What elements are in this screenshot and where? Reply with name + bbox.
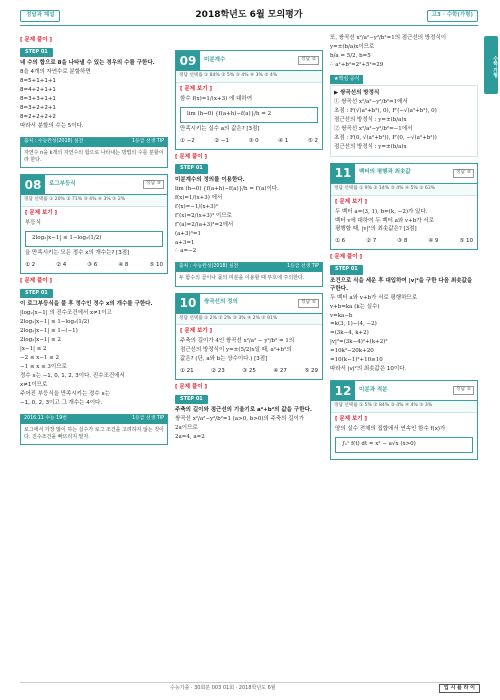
solution-line: f(x)=1/(x+3) 에서 [175, 194, 223, 201]
step-badge: STEP 01 [20, 48, 53, 57]
question-text: 만족시키는 실수 a의 값은? [3점] [180, 125, 260, 132]
solution-line: =10k²−20k+20 [330, 348, 374, 355]
question-text: 을 만족시키는 모든 정수 x의 개수는? [3점] [25, 249, 130, 256]
question-number: 12 [331, 381, 355, 401]
answer-badge: 정답 ⑤ [298, 299, 319, 308]
tip-box [20, 414, 168, 445]
choice-3: ③ 6 [87, 261, 98, 268]
question-10 [175, 293, 323, 381]
question-text: 주축의 길이가 4인 쌍곡선 x²/a² − y²/b² = 1의 [180, 338, 295, 345]
question-text: 값은? (단, a와 b는 상수이다.) [3점] [180, 356, 268, 363]
choice-4: ④ 9 [428, 238, 439, 245]
question-view-label: [ 문제 보기 ] [25, 210, 58, 217]
solution-label: [ 문제 풀이 ] [20, 277, 53, 284]
solution-line: a+3=1 [175, 239, 195, 246]
answer-stats: 정답 선택률 ① 9% ② 14% ③ 4% ④ 5% ⑤ 63% [331, 184, 477, 196]
text-line: 8을 4개의 자연수로 분할하면 [20, 69, 91, 76]
choice-4: ④ 27 [273, 368, 287, 375]
step-badge: STEP 01 [175, 164, 208, 173]
solution-label: [ 문제 풀이 ] [330, 254, 363, 261]
solution-line: y=±(b/a)x이므로 [330, 43, 375, 50]
choices [25, 262, 163, 270]
step-badge: STEP 01 [20, 289, 53, 298]
solution-line: f′(x)=−1/(x+3)² [175, 203, 218, 210]
page-footer [20, 682, 480, 694]
solution-line: =10(k−1)²+10≥10 [330, 357, 383, 364]
solution-line: 주어진 부등식을 만족시키는 정수 x는 [20, 390, 110, 397]
brand-logo: 입 시 플 라 이 [439, 684, 480, 693]
solution-line: 쌍곡선 x²/a²−y²/b²=1 (a>0, b>0)의 주축의 길이가 [175, 416, 305, 423]
core-formula-label: ★핵심 공식 [330, 75, 363, 84]
solution-line: b/a = 5/2, b=5 [330, 52, 371, 59]
question-11 [330, 163, 478, 251]
solution-line: =(3k−4, k+2) [330, 330, 369, 337]
solution-line: −1, 0, 2, 3이고 그 개수는 4이다. [20, 399, 103, 406]
column-2 [175, 34, 323, 443]
answer-tag: 정답과 해설 [20, 10, 60, 22]
core-line: 점근선의 방정식 : y=±(b/a)x [334, 143, 407, 150]
tip-label: 1등급 선생 TIP [287, 264, 319, 270]
answer-stats: 정답 선택률 ① 20% ② 71% ③ 4% ④ 3% ⑤ 2% [21, 195, 167, 207]
solution-line: ∴ a²+b²=2²+5²=29 [330, 61, 384, 68]
question-12 [330, 380, 478, 460]
solution-line: 2a=4, a=2 [175, 434, 205, 441]
tip-body: 자연수 n을 k개의 자연수의 합으로 나타내는 방법의 수를 분할이라 한다. [24, 149, 164, 164]
question-text: 함수 f(x)=1/(x+3) 에 대하여 [180, 95, 253, 102]
solution-line: 두 벡터 a와 v+b가 서로 평행하므로 [330, 294, 418, 301]
question-view-label: [ 문제 보기 ] [180, 328, 213, 335]
limit-box: lim (h→0) {f(a+h)−f(a)}/h = 2 [180, 107, 318, 123]
solution-line: 2log₂|x−1| ≤ 2 [20, 337, 61, 344]
question-number: 11 [331, 163, 355, 183]
step-badge: STEP 01 [330, 265, 363, 274]
choice-5: ⑤ 10 [149, 261, 163, 268]
tip-source: 출처 : 수능완성(2018) 실전 [179, 264, 239, 270]
question-text: 벡터 v에 대하여 두 벡터 a와 v+b가 서로 [335, 217, 434, 224]
solution-line: ∴ a=−2 [175, 248, 197, 255]
solution-label: [ 문제 풀이 ] [175, 153, 208, 160]
question-08 [20, 174, 168, 274]
solution-line: lim (h→0) {f(a+h)−f(a)}/h = f′(a)이다. [175, 185, 279, 192]
question-view-label: [ 문제 보기 ] [180, 85, 213, 92]
solution-line: 정수 x는 −1, 0, 1, 2, 3이다. 진수조건에서 [20, 372, 125, 379]
choice-4: ④ 1 [278, 137, 289, 144]
question-title: 미분과 적분 [359, 386, 388, 393]
tip-source: 2016.11 수능 19번 [24, 415, 67, 421]
answer-badge: 정답 ② [298, 56, 319, 65]
choice-3: ③ 0 [248, 137, 259, 144]
choice-1: ① 6 [335, 238, 346, 245]
choice-5: ⑤ 29 [304, 368, 318, 375]
question-text: 두 벡터 a=(3, 1), b=(k, −2)가 있다. [335, 208, 428, 215]
tip-source: 출처 : 수능완성(2018) 실전 [24, 138, 84, 144]
solution-line: −2 ≤ x−1 ≤ 2 [20, 354, 60, 361]
answer-badge: 정답 ③ [143, 180, 164, 189]
solution-line: |x−1| ≤ 2 [20, 345, 47, 352]
step-desc: 이 로그부등식을 풀 후 정수인 정수 x의 개수를 구한다. [20, 301, 153, 308]
question-title: 쌍곡선의 정의 [204, 299, 238, 306]
solution-label: [ 문제 풀이 ] [20, 37, 53, 43]
tip-body: 두 함수의 곱이나 몫의 미분을 이용할 때 부호에 주의한다. [179, 275, 305, 282]
solution-line: (a+3)³=1 [175, 230, 201, 237]
question-title: 벡터의 평행과 최솟값 [359, 169, 411, 176]
solution-label: [ 문제 풀이 ] [175, 384, 208, 391]
question-view-label: [ 문제 보기 ] [335, 415, 368, 422]
choice-5: ⑤ 2 [307, 137, 318, 144]
step-desc: 조건으로 식을 세운 후 대입하여 |v|²을 구한 다음 최솟값을 구한다. [330, 277, 473, 292]
choice-1: ① −2 [180, 137, 195, 144]
solution-line: 2log₂|x−1| ≤ 1−log₂(1/2) [20, 319, 90, 326]
core-line: 초점 : F(0, √(a²+b²)), F′(0, −√(a²+b²)) [334, 134, 437, 141]
answer-stats: 정답 선택률 ① 2% ② 2% ③ 3% ④ 2% ⑤ 91% [176, 314, 322, 326]
integral-box: ∫₁ˣ f(t) dt = x² − a√x (x>0) [335, 437, 473, 453]
core-formula-box [330, 85, 478, 157]
choice-2: ② 23 [211, 368, 225, 375]
column-3 [330, 34, 478, 464]
step-badge: STEP 01 [175, 395, 208, 404]
partition: 8=5+1+1+1 [20, 78, 56, 85]
solution-line: v=ka−b [330, 312, 353, 319]
question-text: 부등식 [25, 220, 41, 227]
step-desc: 미분계수의 정의를 이용한다. [175, 176, 245, 183]
solution-line: x≠1이므로 [20, 381, 48, 388]
result-line: 따라서 분할의 수는 5이다. [20, 123, 84, 129]
tip-body: 로그에서 가장 많이 하는 실수가 로그 조건을 고려하지 않는 것이다. 진수조건을 빠뜨리지 말자. [24, 426, 164, 440]
choice-3: ③ 8 [397, 238, 408, 245]
choices [335, 238, 473, 246]
core-line: ① 쌍곡선 x²/a²−y²/b²=1에서 [334, 99, 408, 106]
page-header [20, 8, 478, 26]
choices [180, 138, 318, 146]
subject-tag: 고3 · 수학(가형) [427, 10, 478, 22]
answer-badge: 정답 ② [453, 386, 474, 395]
inequality-box: 2log₂|x−1| ≤ 1−log₂(1/2) [25, 231, 163, 247]
choice-5: ⑤ 10 [459, 238, 473, 245]
question-number: 10 [176, 293, 200, 313]
solution-line: 또, 쌍곡선 x²/a²−y²/b²=1의 점근선의 방정식이 [330, 35, 447, 41]
column-1 [20, 34, 168, 451]
question-title: 로그부등식 [49, 180, 76, 187]
choice-2: ② −1 [214, 137, 230, 144]
solution-line: v+b=ka (k는 실수) [330, 303, 380, 310]
core-line: ▶ 쌍곡선의 방정식 [334, 90, 380, 97]
choice-1: ① 2 [25, 261, 36, 268]
partition: 8=3+2+2+1 [20, 105, 56, 112]
core-line: 초점 : F(√(a²+b²), 0), F′(−√(a²+b²), 0) [334, 108, 437, 115]
question-number: 09 [176, 51, 200, 71]
partition: 8=2+2+2+2 [20, 114, 56, 121]
solution-line: 따라서 |v|²의 최솟값은 10이다. [330, 366, 407, 373]
choice-1: ① 21 [180, 368, 194, 375]
core-line: ② 쌍곡선 x²/a²−y²/b²=−1에서 [334, 126, 413, 132]
question-number: 08 [21, 175, 45, 195]
step-desc: 주축의 길이와 점근선의 기울기로 a²+b²의 값을 구한다. [175, 407, 312, 414]
solution-line: |log₂|x−1| 의 진수조건에서 x≠1이고 [20, 310, 112, 317]
choice-2: ② 4 [56, 261, 67, 268]
question-text: 점근선의 방정식이 y=±(5/2)x일 때, a²+b²의 [180, 347, 292, 354]
partition: 8=3+3+1+1 [20, 96, 56, 103]
solution-line: f″(x)=2/(x+3)³ 이므로 [175, 212, 232, 219]
solution-line: =k(3, 1)−(4, −2) [330, 321, 377, 328]
tip-label: 1등급 선생 TIP [132, 415, 164, 421]
answer-badge: 정답 ③ [453, 169, 474, 178]
solution-line: −1 ≤ x ≤ 3이므로 [20, 363, 67, 370]
question-09 [175, 50, 323, 150]
page-title: 2018학년도 6월 모의평가 [195, 10, 303, 20]
solution-line: f″(a)=2/(a+3)³=2에서 [175, 221, 234, 228]
core-line: 점근선의 방정식 : y=±(b/a)x [334, 117, 407, 124]
footer-info: 수능기출 · 30회분 003 01회 · 2018학년도 6월 [170, 685, 276, 691]
question-view-label: [ 문제 보기 ] [335, 198, 368, 205]
solution-line: 2a이므로 [175, 425, 198, 432]
tip-box [175, 262, 323, 286]
solution-line: 2log₂|x−1| ≤ 1−(−1) [20, 328, 78, 335]
solution-line: |v|²=(3k−4)²+(k+2)² [330, 339, 388, 346]
choice-4: ④ 8 [118, 261, 129, 268]
question-text: 평행할 때, |v|²의 최솟값은? [3점] [335, 226, 417, 233]
tip-box [20, 137, 168, 168]
choice-3: ③ 25 [242, 368, 256, 375]
step-desc: 네 수의 합으로 8을 나타낼 수 있는 경우의 수를 구한다. [20, 60, 155, 67]
side-tab: 수학 가형 [484, 36, 498, 94]
answer-stats: 정답 선택률 ① 5% ② 84% ③ 4% ④ 4% ⑤ 3% [331, 401, 477, 413]
choice-2: ② 7 [366, 238, 377, 245]
choices [180, 368, 318, 376]
partition: 8=4+2+1+1 [20, 87, 56, 94]
answer-stats: 정답 선택률 ① 84% ② 5% ③ 4% ④ 3% ⑤ 4% [176, 71, 322, 83]
question-text: 양의 실수 전체의 집합에서 연속인 함수 f(x)가 [335, 425, 446, 432]
tip-label: 1등급 선생 TIP [132, 138, 164, 144]
question-title: 미분계수 [204, 56, 226, 63]
